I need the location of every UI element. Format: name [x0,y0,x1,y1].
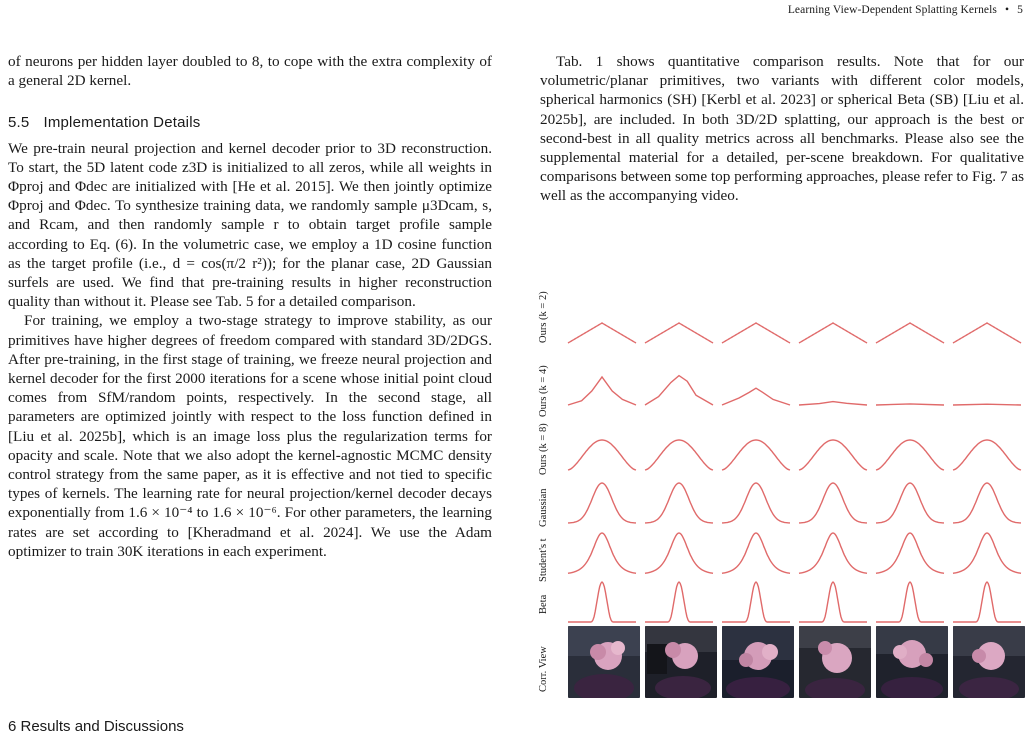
kernel-curve [799,533,867,573]
page-number: 5 [1017,4,1023,16]
row-label-corr-view: Corr. View [538,646,549,692]
view-thumbnail [645,626,717,698]
row-label-beta: Beta [538,594,549,614]
kernel-curve [876,440,944,470]
row-label-ours-k4: Ours (k = 4) [538,365,549,417]
kernel-curve [568,483,636,523]
kernel-curve [799,483,867,523]
row-label-students-t: Student's t [538,538,549,582]
kernel-curve [568,440,636,470]
kernel-curve [722,440,790,470]
kernel-curve [568,582,636,622]
kernel-curve [568,533,636,573]
kernel-curve [568,323,636,343]
paragraph-pretraining: We pre-train neural projection and kernel decoder prior to 3D reconstruction. To start, the 5D latent code z3D is initialized to all zeros, while all weights in Φproj and Φdec are initialized with [He et al. 2015]. We then jointly optimize Φproj and Φdec. To synthesize training data, we randomly sample μ3Dcam, s, and Rcam, and then randomly sample r to obtain target profile sample according to Eq. (6). In the volumetric case, we employ a 1D cosine function as the target profile (i.e., d = cos(π/2 r²)); for the planar case, 2D Gaussian surfels are used. We find that pre-training results in higher reconstruction quality than without it. Please see Tab. 5 for a detailed comparison. [8,139,492,311]
kernel-curve [722,483,790,523]
kernel-curve [722,582,790,622]
header-bullet: • [1005,4,1010,16]
kernel-curve [722,533,790,573]
kernel-curve [876,533,944,573]
next-section-heading: 6 Results and Discussions [8,718,184,735]
kernel-curve [876,483,944,523]
kernel-curve [953,483,1021,523]
running-title: Learning View-Dependent Splatting Kernels [787,4,997,16]
kernel-curve [568,377,636,405]
section-number: 5.5 [8,114,30,132]
view-thumbnail [799,626,871,698]
kernel-curve [645,376,713,405]
view-thumbnail [876,626,948,698]
kernel-curve [645,440,713,470]
view-thumbnail [722,626,794,698]
row-label-gaussian: Gaussian [538,488,549,527]
row-label-ours-k8: Ours (k = 8) [538,423,549,475]
kernel-curve [799,402,867,405]
paragraph-training: For training, we employ a two-stage strategy to improve stability, as our primitives have higher degrees of freedom compared with standard 3D/2DGS. After pre-training, in the first stage of training, we freeze neural projection and kernel decoder for the first 2000 iterations for a scene whose initial point cloud comes from SfM/random points, respectively. In the second stage, all parameters are optimized jointly with respect to the loss function defined in [Liu et al. 2025b], which is an image loss plus the regularization terms for opacity and scale. Note that we also adopt the kernel-agnostic MCMC density control strategy from the same paper, as it is effective and not tied to specific types of kernels. The learning rate for neural projection/kernel decoder decays exponentially from 1.6 × 10⁻⁴ to 1.6 × 10⁻⁶. For other parameters, the learning rates are set according to [Kheradmand et al. 2024]. We use the Adam optimizer to train 30K iterations in each experiment. [8,312,492,560]
kernel-curve [645,323,713,343]
kernel-curve [953,404,1021,405]
kernel-curve [953,533,1021,573]
kernel-curve [876,323,944,343]
kernel-curve [953,440,1021,470]
kernel-curve [722,388,790,405]
kernel-curve [645,582,713,622]
view-thumbnail [953,626,1025,698]
kernel-curve [799,582,867,622]
intro-paragraph: of neurons per hidden layer doubled to 8, to cope with the extra complexity of a general 2D kernel. [8,53,492,90]
kernel-curve [953,323,1021,343]
kernel-curve [645,533,713,573]
row-label-ours-k2: Ours (k = 2) [538,291,549,343]
kernel-curve [876,404,944,405]
kernel-curve [953,582,1021,622]
paragraph-results: Tab. 1 shows quantitative comparison results. Note that for our volumetric/planar primitives, two variants with different color models, spherical harmonics (SH) [Kerbl et al. 2023] or spherical Beta (SB) [Liu et al. 2025b], are included. In both 3D/2D splatting, our approach is the best or second-best in all quality metrics across all benchmarks. Please also see the supplemental material for a detailed, per-scene breakdown. For qualitative comparisons between some top performing approaches, please refer to Fig. 7 as well as the accompanying video. [540,53,1024,205]
section-title: Implementation Details [43,114,201,132]
view-thumbnail [568,626,640,698]
kernel-curve [645,483,713,523]
kernel-curve [799,440,867,470]
kernel-curve [876,582,944,622]
kernel-curve [722,323,790,343]
kernel-curve [799,323,867,343]
